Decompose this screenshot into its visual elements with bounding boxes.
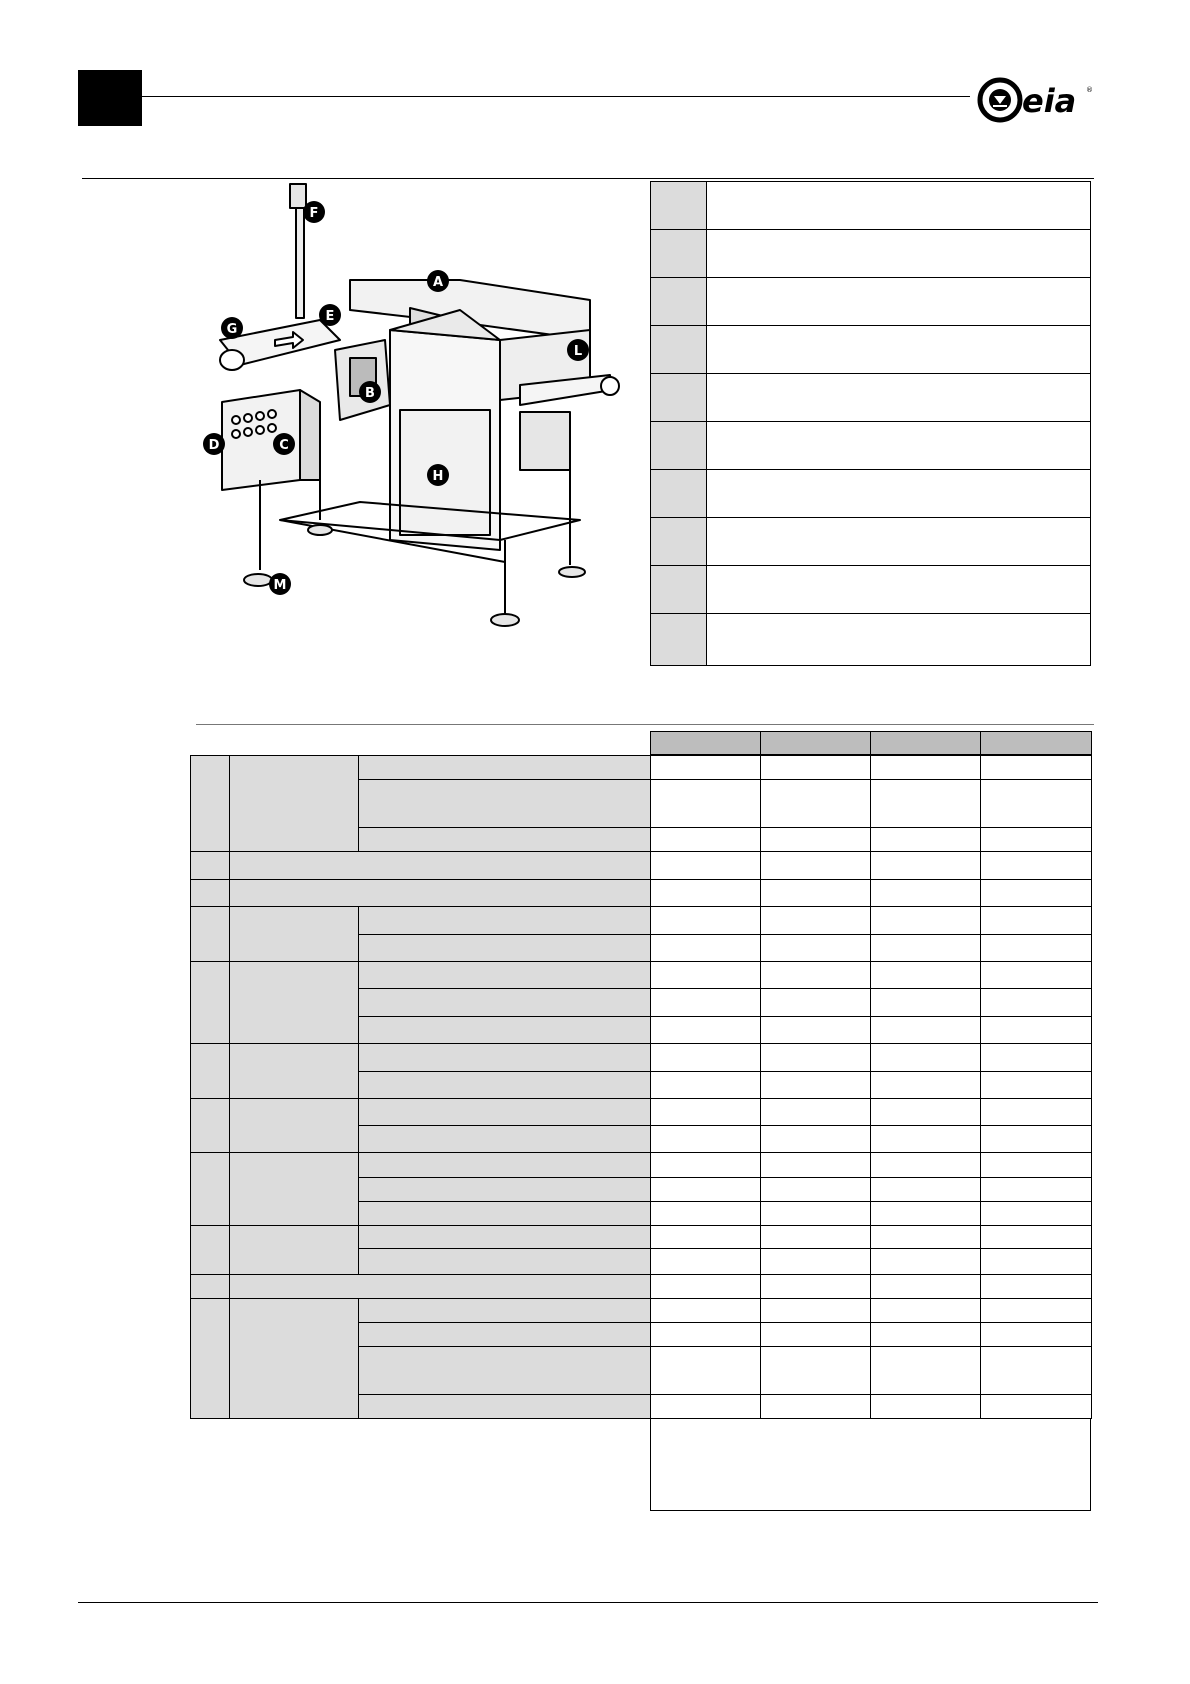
group-index <box>190 1152 230 1226</box>
svg-text:E: E <box>325 309 335 324</box>
value-cell <box>760 1152 871 1178</box>
value-cell <box>650 1125 761 1153</box>
parameter-label <box>358 1071 651 1099</box>
value-cell <box>760 1125 871 1153</box>
value-cell <box>760 1071 871 1099</box>
value-cell <box>650 934 761 962</box>
value-cell <box>650 1098 761 1126</box>
value-cell <box>980 1322 1092 1347</box>
group-label <box>229 1225 359 1275</box>
column-header <box>870 731 981 755</box>
parameter-label <box>358 934 651 962</box>
value-cell <box>870 755 981 780</box>
value-cell <box>980 1274 1092 1299</box>
parameter-label <box>358 1225 651 1249</box>
value-cell <box>760 1043 871 1072</box>
value-cell <box>980 1071 1092 1099</box>
parameter-label <box>358 779 651 828</box>
value-cell <box>760 827 871 852</box>
value-cell <box>760 934 871 962</box>
value-cell <box>760 961 871 989</box>
value-cell <box>980 934 1092 962</box>
value-cell <box>980 851 1092 880</box>
value-cell <box>980 779 1092 828</box>
value-cell <box>870 1322 981 1347</box>
value-cell <box>980 1125 1092 1153</box>
value-cell <box>760 988 871 1017</box>
value-cell <box>870 961 981 989</box>
value-cell <box>760 1177 871 1202</box>
value-cell <box>650 1201 761 1226</box>
group-label <box>229 755 359 852</box>
value-cell <box>760 1248 871 1275</box>
group-label <box>229 961 359 1044</box>
parameter-label <box>358 1248 651 1275</box>
value-cell <box>870 906 981 935</box>
value-cell <box>870 1225 981 1249</box>
svg-text:A: A <box>432 275 444 290</box>
value-cell <box>650 1394 761 1419</box>
value-cell <box>650 1043 761 1072</box>
group-index <box>190 879 230 907</box>
value-cell <box>760 1274 871 1299</box>
value-cell <box>980 1016 1092 1044</box>
parameter-label <box>358 1098 651 1126</box>
parameter-label <box>358 1177 651 1202</box>
value-cell <box>650 779 761 828</box>
group-index <box>190 1225 230 1275</box>
value-cell <box>650 1298 761 1323</box>
value-cell <box>760 779 871 828</box>
value-cell <box>980 827 1092 852</box>
value-cell <box>650 1225 761 1249</box>
value-cell <box>870 1177 981 1202</box>
value-cell <box>980 879 1092 907</box>
svg-text:G: G <box>226 322 238 337</box>
parameter-label <box>358 1346 651 1395</box>
column-header <box>760 731 871 755</box>
svg-text:eia: eia <box>1022 82 1077 120</box>
parameter-label <box>358 961 651 989</box>
value-cell <box>980 1225 1092 1249</box>
group-index <box>190 1298 230 1419</box>
value-cell <box>870 1394 981 1419</box>
parameter-label <box>229 851 651 880</box>
value-cell <box>650 827 761 852</box>
value-cell <box>650 1016 761 1044</box>
parameter-label <box>358 1125 651 1153</box>
value-cell <box>870 1043 981 1072</box>
value-cell <box>980 1177 1092 1202</box>
svg-text:M: M <box>273 578 287 593</box>
group-label <box>229 1043 359 1099</box>
group-index <box>190 1274 230 1299</box>
parameter-label <box>358 1298 651 1323</box>
value-cell <box>870 1274 981 1299</box>
value-cell <box>650 1071 761 1099</box>
value-cell <box>650 1152 761 1178</box>
value-cell <box>870 827 981 852</box>
value-cell <box>760 1322 871 1347</box>
value-cell <box>650 1346 761 1395</box>
value-cell <box>980 1394 1092 1419</box>
group-index <box>190 906 230 962</box>
svg-text:F: F <box>309 206 319 221</box>
value-cell <box>870 1016 981 1044</box>
group-label <box>229 1152 359 1226</box>
value-cell <box>980 1152 1092 1178</box>
value-cell <box>650 988 761 1017</box>
value-cell <box>980 1346 1092 1395</box>
value-cell <box>870 1098 981 1126</box>
value-cell <box>870 1152 981 1178</box>
value-cell <box>870 879 981 907</box>
group-label <box>229 1298 359 1419</box>
value-cell <box>870 1248 981 1275</box>
value-cell <box>980 1043 1092 1072</box>
svg-text:®: ® <box>1086 86 1093 94</box>
value-cell <box>980 906 1092 935</box>
group-index <box>190 755 230 852</box>
value-cell <box>760 1394 871 1419</box>
value-cell <box>650 755 761 780</box>
value-cell <box>650 1322 761 1347</box>
value-cell <box>760 1298 871 1323</box>
group-index <box>190 851 230 880</box>
value-cell <box>650 906 761 935</box>
group-label <box>229 1098 359 1153</box>
value-cell <box>980 1098 1092 1126</box>
svg-text:L: L <box>573 344 583 359</box>
value-cell <box>870 1298 981 1323</box>
group-index <box>190 961 230 1044</box>
parameter-label <box>358 755 651 780</box>
parameter-label <box>358 1043 651 1072</box>
parameter-label <box>358 1152 651 1178</box>
parameter-label <box>358 906 651 935</box>
footer-rule <box>78 1602 1098 1603</box>
value-cell <box>870 934 981 962</box>
value-cell <box>870 1071 981 1099</box>
parameter-label <box>358 1016 651 1044</box>
value-cell <box>760 1346 871 1395</box>
group-label <box>229 906 359 962</box>
value-cell <box>870 779 981 828</box>
value-cell <box>870 1125 981 1153</box>
value-cell <box>650 879 761 907</box>
parameter-label <box>229 879 651 907</box>
value-cell <box>760 1225 871 1249</box>
value-cell <box>870 988 981 1017</box>
value-cell <box>870 1346 981 1395</box>
value-cell <box>760 1098 871 1126</box>
value-cell <box>760 755 871 780</box>
value-cell <box>760 1016 871 1044</box>
svg-text:H: H <box>432 469 444 484</box>
group-index <box>190 1098 230 1153</box>
svg-text:D: D <box>208 438 220 453</box>
svg-text:B: B <box>365 386 375 401</box>
group-index <box>190 1043 230 1099</box>
value-cell <box>650 1177 761 1202</box>
parameter-label <box>358 1394 651 1419</box>
parameter-label <box>358 827 651 852</box>
value-cell <box>650 961 761 989</box>
value-cell <box>760 879 871 907</box>
value-cell <box>650 1248 761 1275</box>
value-cell <box>870 851 981 880</box>
value-cell <box>980 1201 1092 1226</box>
value-cell <box>980 961 1092 989</box>
value-cell <box>760 1201 871 1226</box>
parameter-label <box>358 1322 651 1347</box>
svg-text:C: C <box>279 438 289 453</box>
value-cell <box>760 851 871 880</box>
column-header <box>980 731 1092 755</box>
value-cell <box>980 1298 1092 1323</box>
value-cell <box>650 1274 761 1299</box>
value-cell <box>980 988 1092 1017</box>
parameter-label <box>229 1274 651 1299</box>
value-cell <box>980 1248 1092 1275</box>
value-cell <box>870 1201 981 1226</box>
column-header <box>650 731 761 755</box>
value-cell <box>760 906 871 935</box>
notes-box <box>650 1418 1091 1511</box>
value-cell <box>650 851 761 880</box>
parameter-label <box>358 988 651 1017</box>
value-cell <box>980 755 1092 780</box>
parameter-label <box>358 1201 651 1226</box>
